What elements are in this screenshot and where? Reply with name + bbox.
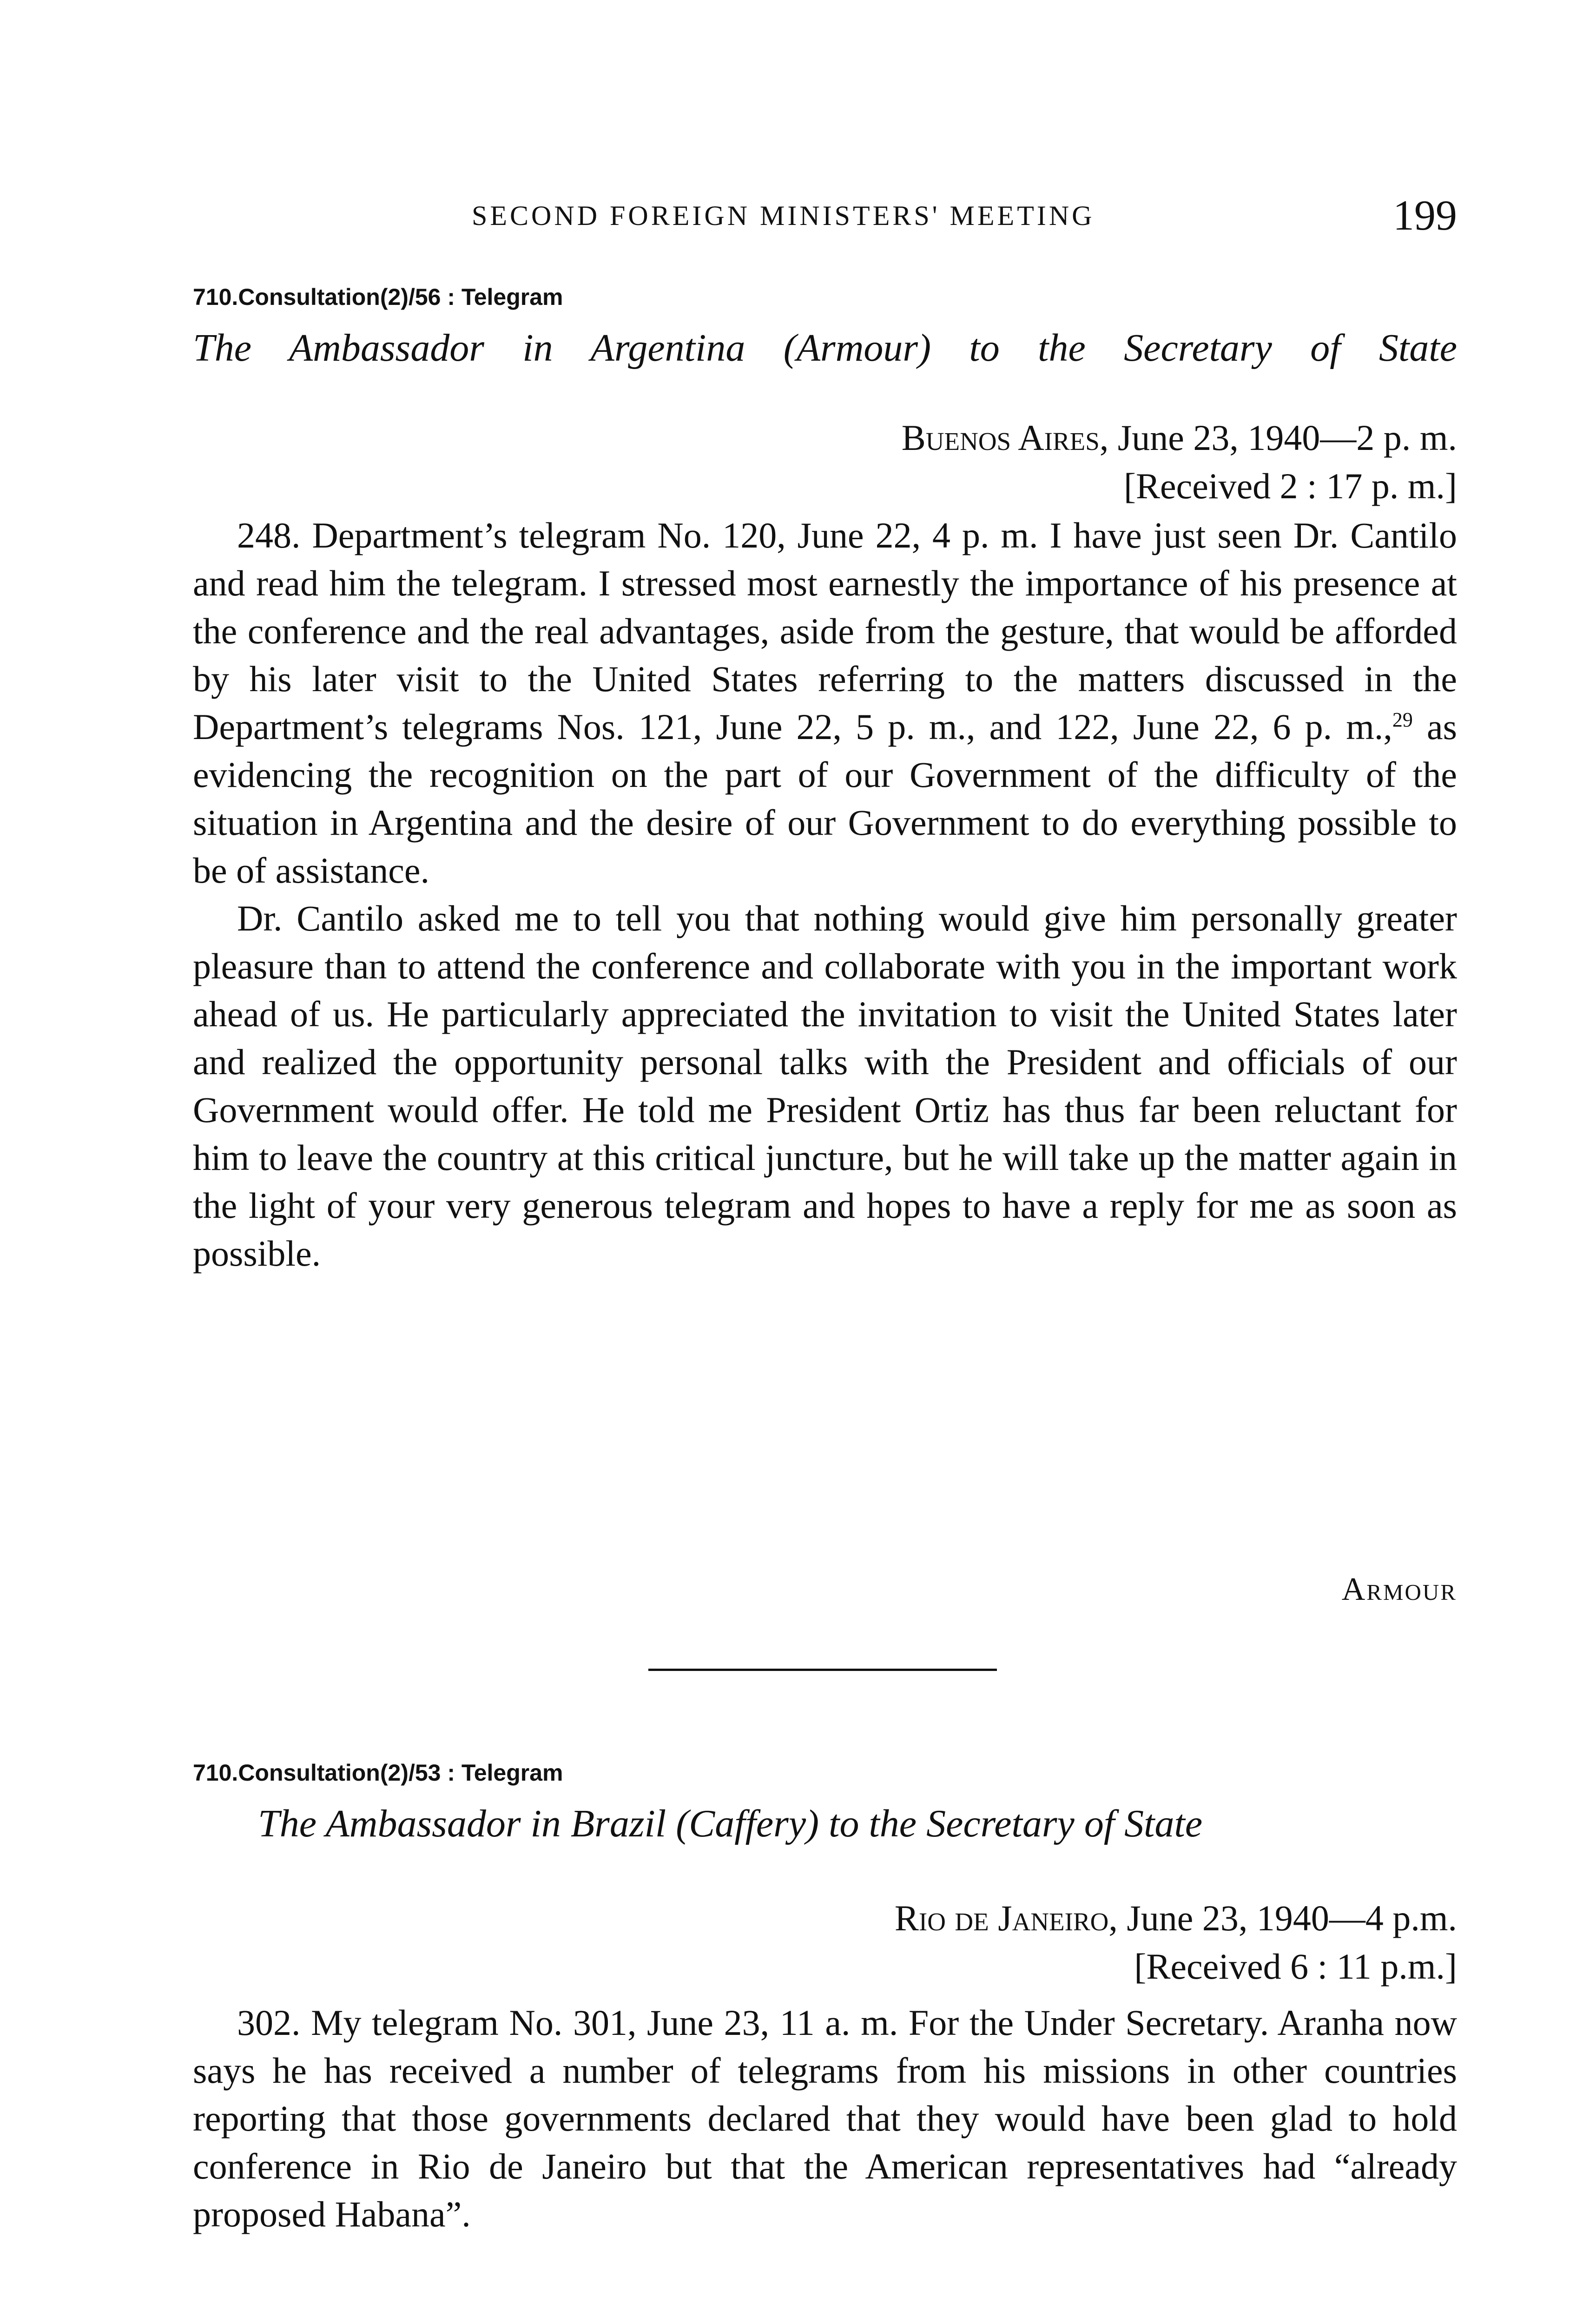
page-number: 199	[1393, 191, 1457, 239]
dateline-place: Buenos Aires	[901, 417, 1100, 458]
dateline	[902, 414, 1457, 510]
received-time: [Received 6 : 11 p.m.]	[1134, 1946, 1457, 1987]
document-title: The Ambassador in Brazil (Caffery) to the Secretary of State	[258, 1802, 1203, 1845]
dateline-place: Rio de Janeiro	[894, 1898, 1109, 1938]
dateline-date: , June 23, 1940—4 p.m.	[1108, 1898, 1457, 1938]
paragraph: Dr. Cantilo asked me to tell you that nothing would give him personally greater pleasure than to attend the conference and collaborate with you in the important work ahead of us. He particularly appreciated the invitation to visit the United States later and realized the opportunity personal talks with the President and officials of our Government would offer. He told me President Ortiz has thus far been reluctant for him to leave the country at this critical juncture, but he will take up the matter again in the light of your very generous telegram and hopes to have a reply for me as soon as possible.	[193, 898, 1457, 1274]
dateline-date: , June 23, 1940—2 p. m.	[1099, 417, 1457, 458]
dateline	[895, 1894, 1457, 1991]
received-time: [Received 2 : 17 p. m.]	[1124, 466, 1457, 506]
paragraph: 302. My telegram No. 301, June 23, 11 a. m. For the Under Secretary. Aranha now says he has received a number of telegrams from his missions in other countries reporting that those governments declared that they would have been glad to hold conference in Rio de Janeiro but that the American representatives had “already proposed Habana”.	[193, 2002, 1457, 2234]
running-title: SECOND FOREIGN MINISTERS' MEETING	[472, 200, 1095, 231]
telegram-body	[193, 511, 1457, 1277]
telegram-body	[193, 1999, 1457, 2238]
section-divider	[648, 1669, 997, 1671]
signature: Armour	[1341, 1571, 1457, 1607]
document-title: The Ambassador in Argentina (Armour) to the Secretary of State	[193, 326, 1457, 370]
file-reference: 710.Consultation(2)/53 : Telegram	[193, 1760, 563, 1786]
file-reference: 710.Consultation(2)/56 : Telegram	[193, 284, 563, 310]
paragraph: 248. Department’s telegram No. 120, June 22, 4 p. m. I have just seen Dr. Cantilo and read him the telegram. I stressed most earnestly the importance of his presence at the conference and the real advantages, aside from the gesture, that would be afforded by his later visit to the United States referring to the matters discussed in the Department’s telegrams Nos. 121, June 22, 5 p. m., and 122, June 22, 6 p. m.,$^{29}$ as evidencing the recognition on the part of our Government of the difficulty of the situation in Argentina and the desire of our Government to do everything possible to be of assistance.	[193, 515, 1457, 891]
footnote-mark: 29	[1392, 708, 1413, 731]
